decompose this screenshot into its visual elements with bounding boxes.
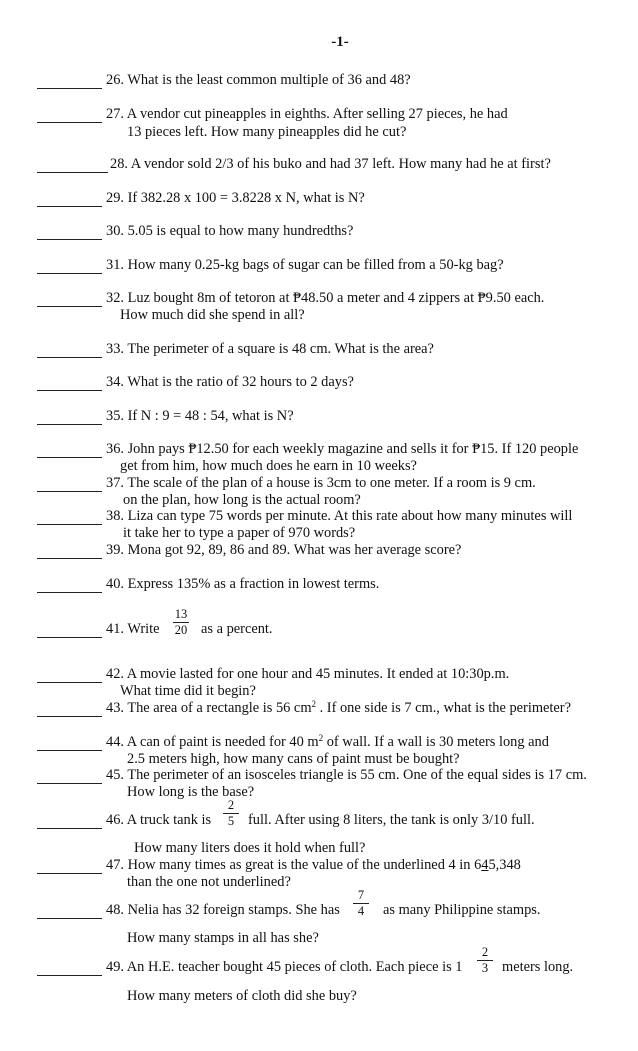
question-text-cont: 13 pieces left. How many pineapples did he cut?	[127, 124, 407, 140]
underlined-digit: 4	[481, 857, 489, 873]
page-title: -1-	[331, 34, 349, 50]
answer-blank-41[interactable]	[37, 637, 102, 638]
answer-blank-30[interactable]	[37, 239, 102, 240]
question-text: 35. If N : 9 = 48 : 54, what is N?	[106, 408, 294, 424]
fraction-numerator: 2	[481, 945, 489, 959]
fraction	[173, 608, 189, 637]
fraction	[477, 946, 493, 975]
answer-blank-48[interactable]	[37, 918, 102, 919]
fraction-denominator: 20	[174, 623, 188, 637]
answer-blank-37[interactable]	[37, 491, 102, 492]
question-text-pre: 43. The area of a rectangle is 56 cm	[106, 700, 312, 716]
answer-blank-46[interactable]	[37, 828, 102, 829]
question-text: 32. Luz bought 8m of tetoron at ₱48.50 a meter and 4 zippers at ₱9.50 each.	[106, 290, 545, 306]
answer-blank-49[interactable]	[37, 975, 102, 976]
question-text: 37. The scale of the plan of a house is 3cm to one meter. If a room is 9 cm.	[106, 475, 536, 491]
answer-blank-40[interactable]	[37, 592, 102, 593]
superscript: 2	[318, 733, 324, 743]
answer-blank-26[interactable]	[37, 88, 102, 89]
answer-blank-45[interactable]	[37, 783, 102, 784]
question-text: 40. Express 135% as a fraction in lowest terms.	[106, 576, 380, 592]
question-text-pre: 44. A can of paint is needed for 40 m	[106, 734, 319, 750]
question-text-cont: on the plan, how long is the actual room?	[123, 492, 361, 508]
question-text: 31. How many 0.25-kg bags of sugar can be filled from a 50-kg bag?	[106, 257, 504, 273]
question-text: 29. If 382.28 x 100 = 3.8228 x N, what is N?	[106, 190, 365, 206]
answer-blank-47[interactable]	[37, 873, 102, 874]
superscript: 2	[311, 699, 317, 709]
answer-blank-36[interactable]	[37, 457, 102, 458]
question-text-post: as a percent.	[201, 621, 273, 637]
fraction	[223, 799, 239, 828]
answer-blank-44[interactable]	[37, 750, 102, 751]
question-text-post: full. After using 8 liters, the tank is only 3/10 full.	[248, 812, 535, 828]
fraction-numerator: 13	[174, 607, 188, 621]
fraction	[353, 889, 369, 918]
answer-blank-33[interactable]	[37, 357, 102, 358]
answer-blank-29[interactable]	[37, 206, 102, 207]
fraction-denominator: 3	[481, 961, 489, 975]
question-text-post: as many Philippine stamps.	[383, 902, 541, 918]
fraction-numerator: 7	[357, 888, 365, 902]
question-text-cont: How much did she spend in all?	[120, 307, 305, 323]
question-text	[106, 857, 521, 874]
question-text-cont: What time did it begin?	[120, 683, 256, 699]
question-text: 27. A vendor cut pineapples in eighths. After selling 27 pieces, he had	[106, 106, 508, 122]
question-text	[106, 700, 571, 717]
answer-blank-42[interactable]	[37, 682, 102, 683]
question-text: 36. John pays ₱12.50 for each weekly magazine and sells it for ₱15. If 120 people	[106, 441, 579, 457]
question-text: 26. What is the least common multiple of 36 and 48?	[106, 72, 411, 88]
answer-blank-28[interactable]	[37, 172, 108, 173]
question-text-post: of wall. If a wall is 30 meters long and	[323, 734, 549, 750]
question-text: 45. The perimeter of an isosceles triangle is 55 cm. One of the equal sides is 17 cm.	[106, 767, 587, 783]
answer-blank-27[interactable]	[37, 122, 102, 123]
question-text-cont: 2.5 meters high, how many cans of paint must be bought?	[127, 751, 460, 767]
fraction-numerator: 2	[227, 798, 235, 812]
question-text-cont: than the one not underlined?	[127, 874, 291, 890]
question-text: 49. An H.E. teacher bought 45 pieces of cloth. Each piece is 1	[106, 959, 463, 975]
fraction-denominator: 5	[227, 814, 235, 828]
answer-blank-31[interactable]	[37, 273, 102, 274]
question-text-pre: 47. How many times as great is the value of the underlined 4 in 6	[106, 857, 482, 873]
question-text	[106, 734, 549, 751]
question-text-cont: How long is the base?	[127, 784, 255, 800]
question-text: 33. The perimeter of a square is 48 cm. What is the area?	[106, 341, 434, 357]
question-text-cont: it take her to type a paper of 970 words?	[123, 525, 356, 541]
answer-blank-38[interactable]	[37, 524, 102, 525]
question-text: 41. Write	[106, 621, 160, 637]
question-text-cont: How many liters does it hold when full?	[134, 840, 366, 856]
answer-blank-34[interactable]	[37, 390, 102, 391]
question-text: 42. A movie lasted for one hour and 45 minutes. It ended at 10:30p.m.	[106, 666, 510, 682]
question-text-cont: get from him, how much does he earn in 10 weeks?	[120, 458, 417, 474]
question-text-cont: How many stamps in all has she?	[127, 930, 319, 946]
question-text: 38. Liza can type 75 words per minute. At this rate about how many minutes will	[106, 508, 573, 524]
answer-blank-35[interactable]	[37, 424, 102, 425]
question-text-post: 5,348	[488, 857, 521, 873]
question-text: 30. 5.05 is equal to how many hundredths?	[106, 223, 354, 239]
answer-blank-43[interactable]	[37, 716, 102, 717]
answer-blank-39[interactable]	[37, 558, 102, 559]
question-text: 46. A truck tank is	[106, 812, 212, 828]
answer-blank-32[interactable]	[37, 306, 102, 307]
question-text: 28. A vendor sold 2/3 of his buko and had 37 left. How many had he at first?	[110, 156, 551, 172]
question-text-post: . If one side is 7 cm., what is the perimeter?	[316, 700, 571, 716]
question-text: 34. What is the ratio of 32 hours to 2 days?	[106, 374, 354, 390]
question-text-post: meters long.	[502, 959, 574, 975]
question-text-cont: How many meters of cloth did she buy?	[127, 988, 357, 1004]
fraction-denominator: 4	[357, 904, 365, 918]
question-text: 48. Nelia has 32 foreign stamps. She has	[106, 902, 340, 918]
question-text: 39. Mona got 92, 89, 86 and 89. What was her average score?	[106, 542, 462, 558]
